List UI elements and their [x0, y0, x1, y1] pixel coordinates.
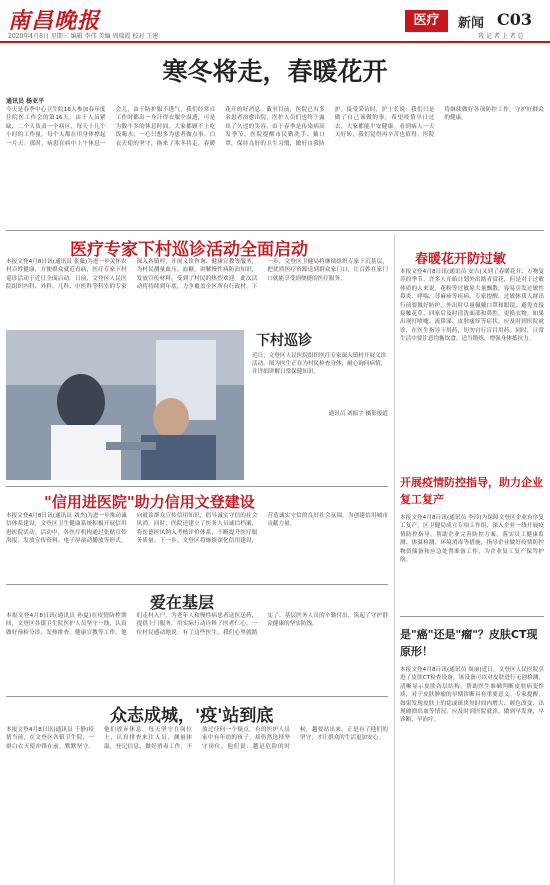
headline-title: 寒冬将走，春暖花开 [162, 57, 388, 86]
photo-byline: 通讯员 刘振宇 摄影报道 [328, 411, 388, 417]
recover-body: 本报文登4月8日讯(通讯员 李玲)为保障文登区企业有序复工复产，区卫健局成立专项工作组，深入企业一线开展疫情防控指导，帮助企业完善防控方案，落实员工健康监测、体温检测、环境消毒等措施，指导企业做好疫情防控物资储备和应急处置准备工作，为企业复工复产保驾护航。 [400, 515, 544, 564]
divider [6, 230, 544, 231]
photo-caption: 近日，文登区人民医院组织医疗专家深入镇村开展义诊活动。图为医生正在为村民检查身体，耐心询问病情，并详细讲解日常保健知识。 [252, 353, 387, 375]
photo-title: 下村巡诊 [256, 333, 312, 349]
patrol-title: 医疗专家下村巡诊活动全面启动 [70, 240, 308, 260]
column-label: 新闻 [458, 16, 485, 31]
patrol-photo [6, 330, 244, 480]
ct-title: 是"癌"还是"瘤"？皮肤CT现原形！ [400, 628, 538, 658]
header-rule [0, 41, 550, 43]
page-number: C03 [497, 10, 532, 29]
date-line: 2020年4月8日 星期三 编辑 李伟 美编 周瑞霞 校对 王建 [8, 33, 159, 40]
headline-byline: 通讯员 杨亚平 [6, 98, 45, 105]
spring-title: 春暖花开防过敏 [415, 252, 507, 267]
divider [400, 616, 544, 617]
divider [6, 486, 388, 487]
newspaper-logo: 南昌晚报 [8, 8, 101, 34]
photo-scene [6, 330, 244, 480]
grassroots-body: 本报文登4月8日讯(通讯员 孙夏)在疫情防控期间，文登区各镇卫生院医护人员坚守一线，认真做好预检分诊、发热排查、健康宣教等工作。他们走村入户，为老年人和慢性病患者送医送药，提供上门服务，用实际行动诠释了医者仁心。一位村民感动地说：有了这些医生，我们心里就踏实了。基层医务人员的辛勤付出，筑起了守护群众健康的坚实防线。 [6, 613, 388, 636]
headline-body: 今天是春季中心卫生院16人参加春年度住院医工作会的第16天。由于人员紧缺，二个人负责一个病区，每天十几个小时的工作量，每个人都在用身体撑起一片天。那时，病患在病中上午休息一会儿，由于防护服不透气，我们经常自工作时都出一身汗得衣服全湿透，可是为数不多的休息时间，大家都顾不上吃饭喝水，一心只想多为患者做点事。白衣天使的坚守，换来了寒冬将走，春暖花开的好消息。截至目前，医院已有多名患者治愈出院，医护人员们也终于露出了久违的笑容。由于春季是传染病高发季节，医院提醒市民勤洗手、戴口罩，保持良好的卫生习惯，做好自我防护。接受采访时，护士长说：我们只是做了自己该做的事，希望疫情早日过去，大家都能平安健康。看到病人一天天好转，我们觉得再辛苦也值得。医院将继续做好各项防控工作，守护好群众的健康。 [6, 107, 544, 147]
column-rule [394, 234, 395, 884]
grassroots-title: 爱在基层 [150, 593, 215, 612]
crowd-title: 众志成城，'疫'站到底 [110, 706, 274, 726]
spring-body: 本报文登4月8日讯(通讯员 安吉)又到了春暖花开、万物复苏的季节，许多人开始计划外出踏青赏花，但是对于过敏体质的人来说，花粉等过敏原大量飘散，容易引发过敏性鼻炎、哮喘、荨麻疹等疾病。专家提醒，过敏体质人群出行前要做好防护，外出时尽量佩戴口罩和眼镜，避免直接接触花草，回家后及时清洗面部和鼻腔，更换衣物。如果出现打喷嚏、流鼻涕、皮肤瘙痒等症状，应及时到医院就诊，在医生指导下用药，切勿自行盲目用药。同时，日常生活中要注意均衡饮食，适当锻炼，增强身体抵抗力。 [400, 269, 544, 343]
credit-title: "信用进医院"助力信用文登建设 [44, 493, 255, 511]
recover-title-1: 开展疫情防控指导，助力企业复工复产 [400, 476, 543, 506]
sub-label: 我 记 者 上 者 总 [478, 33, 524, 40]
patrol-body: 本报文登4月8日讯(通讯员 张薇)为进一步关怀农村百姓健康，方便群众就近看病，医疗专家下村巡诊活动于近日全面启动。日前，文登区人民医院组织内科、外科、儿科、中医科等科室的专家深入各镇村，开展义诊咨询、健康宣教等服务，为村民测量血压、血糖，讲解慢性病防治知识，发放宣传材料，受到了村民的热烈欢迎。此次活动将持续到年底，力争覆盖全区所有行政村。下一步，文登区卫健局将继续组织专家下沉基层，把优质医疗资源送到群众家门口，让百姓在家门口就能享受到便捷的医疗服务。 [6, 259, 388, 291]
divider [6, 696, 388, 697]
crowd-body: 本报文登4月8日讯(通讯员 于静)疫情当前，在文登区各镇卫生院，一群白衣天使冲锋在前，默默坚守。他们放弃休息，每天坚守在岗位上，认真排查来往人员，测量体温，登记信息，做好消毒工作，不放过任何一个疑点。有的医护人员家中有年幼的孩子，却仍然选择坚守岗位，他们说：越是危险的时候，越要站出来。正是有了他们的坚守，才让群众的生活更加安心。 [6, 727, 388, 750]
divider [6, 584, 388, 585]
credit-body: 本报文登4月8日讯(通讯员 刘杰)为进一步推动诚信体系建设，文登区卫生健康系统积极开展信用进医院活动。活动中，各医疗机构通过张贴宣传海报、发放宣传资料、电子屏滚动播放等形式，向就诊群众宣传信用知识，倡导诚实守信的社会风尚。同时，医院还建立了医务人员诚信档案，将医德医风纳入考核评价体系，不断提升医疗服务质量。下一步，文登区将继续深化信用建设，营造诚实守信的良好社会氛围，为创建信用城市贡献力量。 [6, 513, 388, 545]
ct-body: 本报文登4月8日讯(通讯员 周丽)近日，文登区人民医院引进了皮肤CT检查设备，该设备可以对皮肤进行无创检测，清晰显示皮肤各层结构，帮助医生准确判断皮肤病变性质，对于皮肤肿瘤的早期诊断具有重要意义。专家提醒，如果发现皮肤上的痣或斑块短时间内增大、颜色改变、出现破溃出血等情况，应及时到医院就诊，做到早发现、早诊断、早治疗。 [400, 667, 544, 724]
section-tab: 医疗 [405, 10, 448, 32]
